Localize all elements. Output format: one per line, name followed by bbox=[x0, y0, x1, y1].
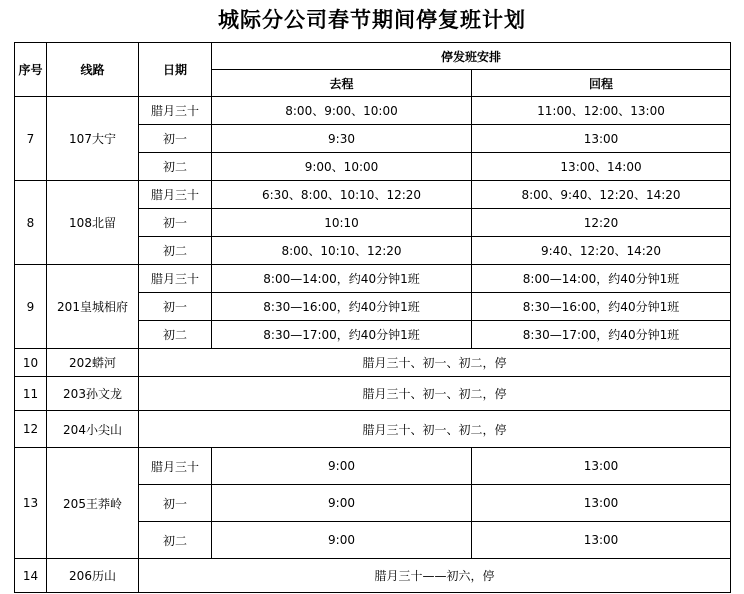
seq-cell: 12 bbox=[15, 411, 47, 448]
route-cell: 206历山 bbox=[47, 559, 139, 593]
date-cell: 初二 bbox=[139, 321, 212, 349]
table-row bbox=[15, 181, 731, 209]
header-route: 线路 bbox=[47, 43, 139, 97]
date-cell: 初二 bbox=[139, 153, 212, 181]
header-seq: 序号 bbox=[15, 43, 47, 97]
seq-cell: 8 bbox=[15, 181, 47, 265]
route-cell: 108北留 bbox=[47, 181, 139, 265]
date-cell: 初一 bbox=[139, 125, 212, 153]
date-cell: 腊月三十 bbox=[139, 448, 212, 485]
seq-cell: 11 bbox=[15, 377, 47, 411]
note-cell: 腊月三十、初一、初二，停 bbox=[139, 349, 731, 377]
date-cell: 初二 bbox=[139, 522, 212, 559]
note-cell: 腊月三十——初六，停 bbox=[139, 559, 731, 593]
return-cell: 13:00 bbox=[472, 485, 731, 522]
return-cell: 13:00 bbox=[472, 125, 731, 153]
outbound-cell: 8:30—16:00，约40分钟1班 bbox=[212, 293, 472, 321]
outbound-cell: 9:00、10:00 bbox=[212, 153, 472, 181]
return-cell: 12:20 bbox=[472, 209, 731, 237]
return-cell: 8:30—16:00，约40分钟1班 bbox=[472, 293, 731, 321]
table-row bbox=[15, 377, 731, 411]
table-row bbox=[15, 97, 731, 125]
return-cell: 13:00 bbox=[472, 448, 731, 485]
return-cell: 8:00—14:00，约40分钟1班 bbox=[472, 265, 731, 293]
note-cell: 腊月三十、初一、初二，停 bbox=[139, 411, 731, 448]
outbound-cell: 9:00 bbox=[212, 485, 472, 522]
return-cell: 9:40、12:20、14:20 bbox=[472, 237, 731, 265]
outbound-cell: 8:00、9:00、10:00 bbox=[212, 97, 472, 125]
schedule-table bbox=[14, 42, 731, 593]
route-cell: 107大宁 bbox=[47, 97, 139, 181]
route-cell: 202蟒河 bbox=[47, 349, 139, 377]
header-date: 日期 bbox=[139, 43, 212, 97]
date-cell: 腊月三十 bbox=[139, 97, 212, 125]
return-cell: 11:00、12:00、13:00 bbox=[472, 97, 731, 125]
date-cell: 腊月三十 bbox=[139, 265, 212, 293]
table-row bbox=[15, 448, 731, 485]
table-row bbox=[15, 265, 731, 293]
seq-cell: 13 bbox=[15, 448, 47, 559]
outbound-cell: 9:00 bbox=[212, 522, 472, 559]
table-row bbox=[15, 411, 731, 448]
return-cell: 8:30—17:00，约40分钟1班 bbox=[472, 321, 731, 349]
date-cell: 初一 bbox=[139, 485, 212, 522]
return-cell: 13:00 bbox=[472, 522, 731, 559]
route-cell: 204小尖山 bbox=[47, 411, 139, 448]
seq-cell: 7 bbox=[15, 97, 47, 181]
header-arrangement: 停发班安排 bbox=[212, 43, 731, 70]
route-cell: 203孙文龙 bbox=[47, 377, 139, 411]
outbound-cell: 8:00、10:10、12:20 bbox=[212, 237, 472, 265]
route-cell: 201皇城相府 bbox=[47, 265, 139, 349]
date-cell: 初二 bbox=[139, 237, 212, 265]
seq-cell: 14 bbox=[15, 559, 47, 593]
seq-cell: 9 bbox=[15, 265, 47, 349]
table-row bbox=[15, 559, 731, 593]
return-cell: 8:00、9:40、12:20、14:20 bbox=[472, 181, 731, 209]
return-cell: 13:00、14:00 bbox=[472, 153, 731, 181]
date-cell: 初一 bbox=[139, 209, 212, 237]
outbound-cell: 10:10 bbox=[212, 209, 472, 237]
route-cell: 205王莽岭 bbox=[47, 448, 139, 559]
outbound-cell: 8:30—17:00，约40分钟1班 bbox=[212, 321, 472, 349]
date-cell: 初一 bbox=[139, 293, 212, 321]
outbound-cell: 8:00—14:00，约40分钟1班 bbox=[212, 265, 472, 293]
seq-cell: 10 bbox=[15, 349, 47, 377]
outbound-cell: 9:30 bbox=[212, 125, 472, 153]
date-cell: 腊月三十 bbox=[139, 181, 212, 209]
outbound-cell: 9:00 bbox=[212, 448, 472, 485]
outbound-cell: 6:30、8:00、10:10、12:20 bbox=[212, 181, 472, 209]
header-return: 回程 bbox=[472, 70, 731, 97]
header-outbound: 去程 bbox=[212, 70, 472, 97]
header-row bbox=[15, 43, 731, 70]
page-title: 城际分公司春节期间停复班计划 bbox=[218, 7, 526, 32]
table-row bbox=[15, 349, 731, 377]
note-cell: 腊月三十、初一、初二，停 bbox=[139, 377, 731, 411]
